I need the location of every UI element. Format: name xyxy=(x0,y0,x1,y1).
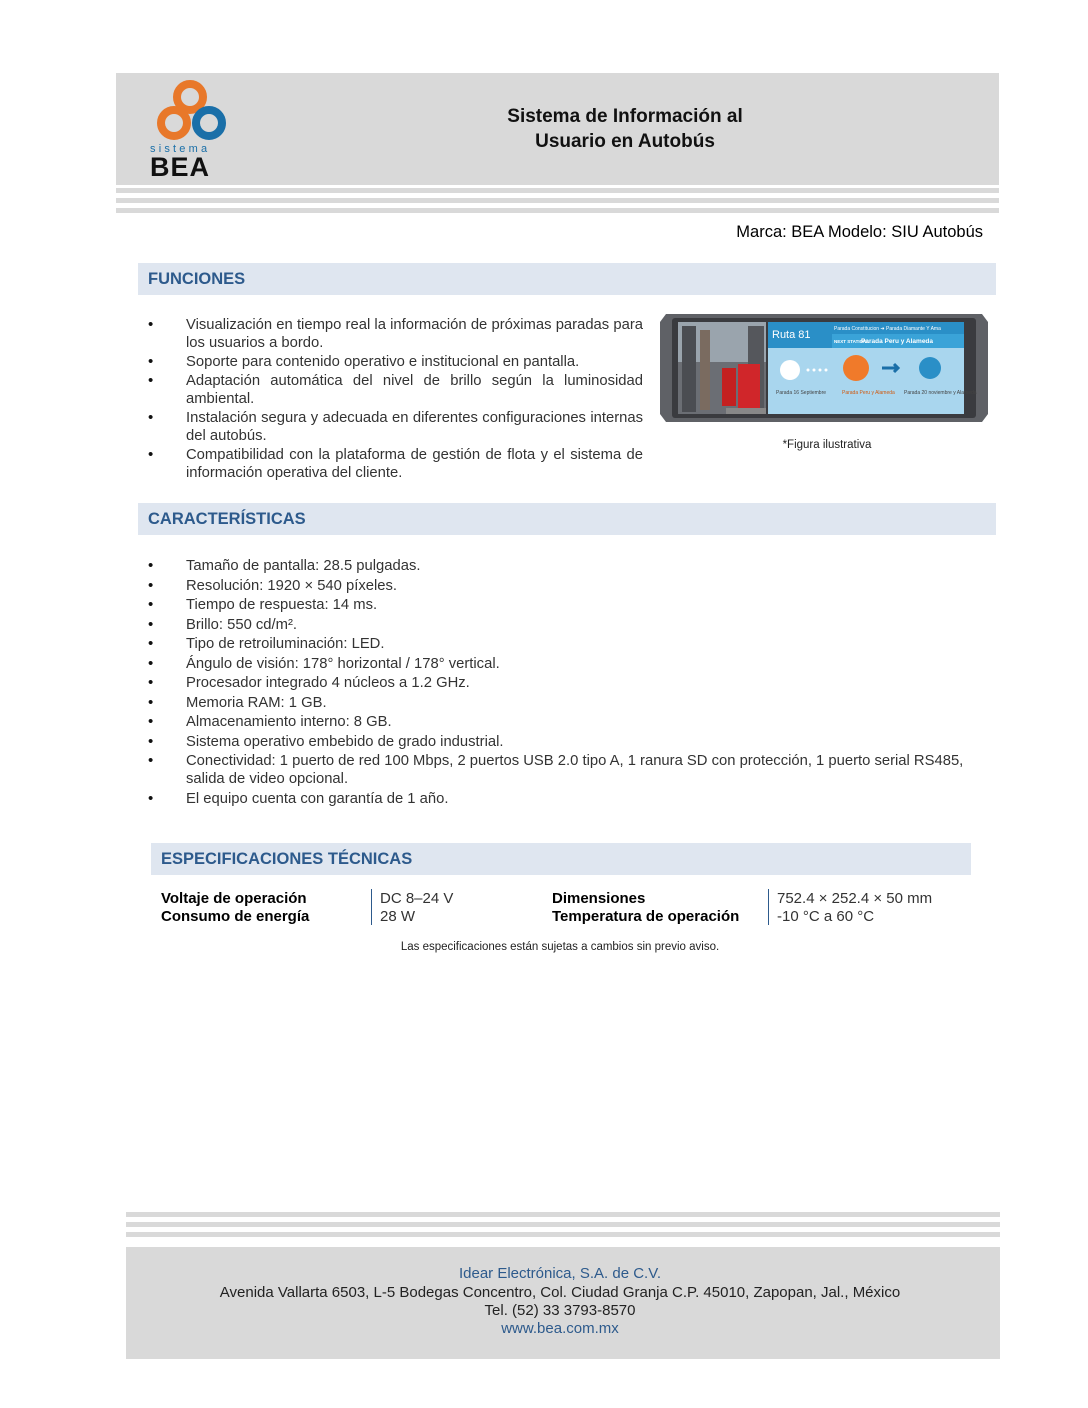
list-item: • Brillo: 550 cd/m². xyxy=(148,616,988,634)
caracteristicas-title: CARACTERÍSTICAS xyxy=(148,510,306,528)
figure-next-station: Parada Peru y Alameda xyxy=(861,338,934,345)
list-item: • Resolución: 1920 × 540 píxeles. xyxy=(148,577,988,595)
funciones-list xyxy=(148,316,643,483)
logo-word: sistema xyxy=(150,143,211,155)
title-line-2: Usuario en Autobús xyxy=(535,131,715,152)
funciones-title: FUNCIONES xyxy=(148,270,246,288)
figure-station-header: Parada Constitucion ➜ Parada Diamante Y Ama xyxy=(834,326,941,332)
footer-stripes xyxy=(126,1212,1000,1242)
caracteristicas-section-bar xyxy=(138,503,996,535)
figure-caption: *Figura ilustrativa xyxy=(782,439,872,451)
spec-divider xyxy=(768,889,769,925)
spec-label-voltaje: Voltaje de operación xyxy=(161,890,307,907)
list-item: • Tamaño de pantalla: 28.5 pulgadas. xyxy=(148,557,988,575)
spec-value-dimensiones: 752.4 × 252.4 × 50 mm xyxy=(777,890,933,907)
list-item: • Ángulo de visión: 178° horizontal / 178° vertical. xyxy=(148,655,988,673)
spec-labels-left xyxy=(161,890,371,926)
list-item: • Adaptación automática del nivel de brillo según la luminosidad ambiental. xyxy=(148,372,643,408)
list-item: • Sistema operativo embebido de grado industrial. xyxy=(148,733,988,751)
funciones-section-bar xyxy=(138,263,996,295)
list-item: • Tiempo de respuesta: 14 ms. xyxy=(148,596,988,614)
document-title xyxy=(430,104,820,154)
spec-value-voltaje: DC 8–24 V xyxy=(380,890,454,907)
spec-label-consumo: Consumo de energía xyxy=(161,908,310,925)
list-item: • Instalación segura y adecuada en diferentes configuraciones internas del autobús. xyxy=(148,409,643,445)
figure-stop-2: Parada Peru y Alameda xyxy=(842,390,895,396)
caracteristicas-list xyxy=(148,557,988,809)
spec-value-consumo: 28 W xyxy=(380,908,416,925)
spec-value-temperatura: -10 °C a 60 °C xyxy=(777,908,875,925)
spec-values-left xyxy=(380,890,540,926)
list-item: • Procesador integrado 4 núcleos a 1.2 GHz. xyxy=(148,674,988,692)
list-item: • Compatibilidad con la plataforma de gestión de flota y el sistema de información operativa del cliente. xyxy=(148,446,643,482)
footer-address: Avenida Vallarta 6503, L-5 Bodegas Concentro, Col. Ciudad Granja C.P. 45010, Zapopan, Jal., México xyxy=(219,1284,901,1301)
footer-phone: Tel. (52) 33 3793-8570 xyxy=(484,1302,636,1319)
footer-website-link[interactable]: www.bea.com.mx xyxy=(501,1320,619,1337)
list-item: • Almacenamiento interno: 8 GB. xyxy=(148,713,988,731)
title-line-1: Sistema de Información al xyxy=(507,106,743,127)
figure-stop-3: Parada 20 noviembre y Alameda xyxy=(904,390,977,396)
spec-label-temperatura: Temperatura de operación xyxy=(552,908,740,925)
list-item: • Soporte para contenido operativo e institucional en pantalla. xyxy=(148,353,643,371)
figure-route: Ruta 81 xyxy=(772,329,811,341)
spec-divider xyxy=(371,889,372,925)
especificaciones-title: ESPECIFICACIONES TÉCNICAS xyxy=(161,850,413,868)
header-stripes xyxy=(116,188,999,218)
list-item: • Tipo de retroiluminación: LED. xyxy=(148,635,988,653)
list-item: • Conectividad: 1 puerto de red 100 Mbps, 2 puertos USB 2.0 tipo A, 1 ranura SD con protección, 1 puerto serial RS485, salida de video opcional. xyxy=(148,752,988,788)
list-item: • Memoria RAM: 1 GB. xyxy=(148,694,988,712)
logo-brand: BEA xyxy=(150,152,211,178)
spec-values-right xyxy=(777,890,977,926)
spec-labels-right xyxy=(552,890,767,926)
figure-stop-1: Parada 16 Septiembre xyxy=(776,390,827,396)
especificaciones-section-bar xyxy=(151,843,971,875)
list-item: • El equipo cuenta con garantía de 1 año. xyxy=(148,790,988,808)
bea-logo xyxy=(150,76,240,178)
bus-display-figure xyxy=(660,308,988,428)
brand-model-line: Marca: BEA Modelo: SIU Autobús xyxy=(736,223,983,241)
specs-note: Las especificaciones están sujetas a cambios sin previo aviso. xyxy=(400,941,720,953)
footer-company: Idear Electrónica, S.A. de C.V. xyxy=(458,1265,662,1282)
spec-label-dimensiones: Dimensiones xyxy=(552,890,646,907)
figure-next-label: NEXT STATION: xyxy=(834,339,868,344)
list-item: • Visualización en tiempo real la información de próximas paradas para los usuarios a bordo. xyxy=(148,316,643,352)
